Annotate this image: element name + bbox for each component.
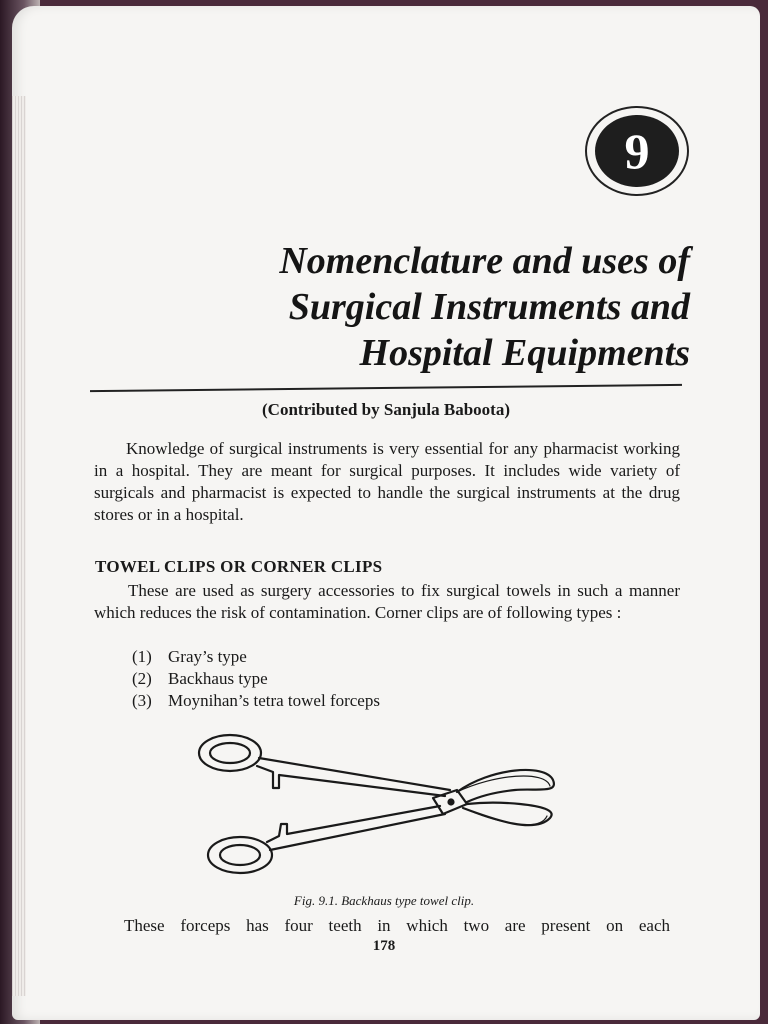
- clip-types-list: [132, 646, 380, 712]
- list-item-number: (2): [132, 669, 152, 688]
- list-item-label: Backhaus type: [168, 669, 268, 688]
- list-item-label: Gray’s type: [168, 647, 247, 666]
- chapter-title-line-2: Surgical Instruments and: [288, 286, 690, 328]
- section-heading: TOWEL CLIPS OR CORNER CLIPS: [95, 557, 383, 576]
- figure-caption: Fig. 9.1. Backhaus type towel clip.: [293, 893, 475, 908]
- page-edges: [12, 96, 26, 996]
- chapter-number: 9: [595, 115, 679, 187]
- list-item: [132, 646, 380, 668]
- list-item: [132, 690, 380, 712]
- chapter-title-line-1: Nomenclature and uses of: [279, 240, 690, 282]
- list-item: [132, 668, 380, 690]
- intro-paragraph: Knowledge of surgical instruments is very essential for any pharmacist working in a hospital. They are meant for surgical purposes. It includes wide variety of surgicals and pharmacist is expected to handle the surgical instruments at the drug stores or in a hospital.: [94, 439, 680, 524]
- chapter-title: [150, 238, 690, 376]
- list-item-number: (3): [132, 691, 152, 710]
- list-item-number: (1): [132, 647, 152, 666]
- section-paragraph: These are used as surgery accessories to fix surgical towels in such a manner which reduces the risk of contamination. Corner clips are of following types :: [94, 581, 680, 622]
- continuation-text: These forceps has four teeth in which two are present on each: [124, 916, 670, 935]
- upper-ring-handle: [199, 735, 261, 771]
- list-item-label: Moynihan’s tetra towel forceps: [168, 691, 380, 710]
- chapter-number-badge: [585, 106, 689, 196]
- contributor-line: (Contributed by Sanjula Baboota): [262, 400, 510, 419]
- lower-ring-handle: [208, 837, 272, 873]
- towel-clip-illustration: [195, 728, 565, 878]
- chapter-title-line-3: Hospital Equipments: [359, 332, 690, 374]
- page-number: 178: [372, 938, 396, 954]
